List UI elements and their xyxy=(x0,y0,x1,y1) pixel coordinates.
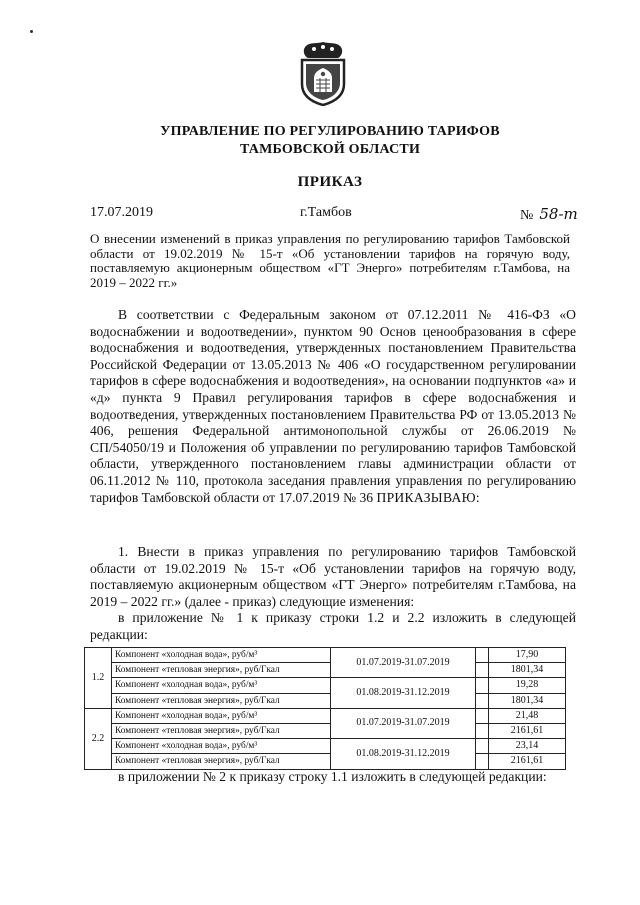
component-cell: Компонент «холодная вода», руб/м³ xyxy=(112,678,331,693)
value-cell: 17,90 xyxy=(489,648,566,663)
value-cell: 23,14 xyxy=(489,739,566,754)
value-cell: 1801,34 xyxy=(489,693,566,708)
order-number-handwritten: 58-т xyxy=(539,205,578,223)
table-row xyxy=(85,678,566,693)
table-row xyxy=(85,663,566,678)
order-city: г.Тамбов xyxy=(300,205,352,220)
order-date: 17.07.2019 xyxy=(90,205,153,220)
table-row xyxy=(85,648,566,663)
period-cell: 01.08.2019-31.12.2019 xyxy=(331,678,476,708)
organization-name-line2: ТАМБОВСКОЙ ОБЛАСТИ xyxy=(239,142,421,157)
item-1a-paragraph: в приложение № 1 к приказу строки 1.2 и 2.2 изложить в следующей редакции: xyxy=(90,610,576,642)
coat-of-arms-emblem xyxy=(294,40,352,106)
value-cell: 19,28 xyxy=(489,678,566,693)
item-1b-paragraph: в приложении № 2 к приказу строку 1.1 изложить в следующей редакции: xyxy=(118,769,547,784)
order-keyword: ПРИКАЗЫВАЮ: xyxy=(376,489,480,505)
document-type-title: ПРИКАЗ xyxy=(297,174,363,190)
preamble-text: В соответствии с Федеральным законом от 07.12.2011 № 416-ФЗ «О водоснабжении и водоотведении», пунктом 90 Основ ценообразования в сфере водоснабжения и водоотведения, утвержденных постановлением Правительства Российской Федерации от 13.05.2013 № 406 «О государственном регулировании тарифов в сфере водоснабжения и водоотведения», на основании подпунктов «а» и «д» пункта 9 Правил регулирования тарифов в сфере водоснабжения и водоотведения, утвержденных постановлением Правительства РФ от 13.05.2013 № 406, решения Федеральной антимонопольной службы от 26.06.2019 № СП/54050/19 и Положения об управлении по регулированию тарифов Тамбовской области, утвержденного постановлением главы администрации области от 06.11.2012 № 110, протокола заседания правления управления по регулированию тарифов Тамбовской области от 17.07.2019 № 36 xyxy=(90,307,576,505)
component-cell: Компонент «тепловая энергия», руб/Гкал xyxy=(112,723,331,738)
component-cell: Компонент «холодная вода», руб/м³ xyxy=(112,739,331,754)
value-cell: 21,48 xyxy=(489,708,566,723)
order-number-prefix: № xyxy=(520,208,534,223)
row-code: 1.2 xyxy=(85,648,112,709)
table-row xyxy=(85,754,566,769)
preamble-paragraph xyxy=(90,307,576,506)
organization-name-line1: УПРАВЛЕНИЕ ПО РЕГУЛИРОВАНИЮ ТАРИФОВ xyxy=(160,124,500,139)
row-code: 2.2 xyxy=(85,708,112,769)
component-cell: Компонент «тепловая энергия», руб/Гкал xyxy=(112,754,331,769)
table-row xyxy=(85,723,566,738)
order-number xyxy=(520,205,578,224)
table-row xyxy=(85,739,566,754)
component-cell: Компонент «тепловая энергия», руб/Гкал xyxy=(112,693,331,708)
scan-speck xyxy=(30,30,33,33)
table-row xyxy=(85,693,566,708)
period-cell: 01.08.2019-31.12.2019 xyxy=(331,739,476,769)
tariff-table xyxy=(84,647,566,770)
component-cell: Компонент «холодная вода», руб/м³ xyxy=(112,708,331,723)
value-cell: 2161,61 xyxy=(489,723,566,738)
value-cell: 1801,34 xyxy=(489,663,566,678)
table-row xyxy=(85,708,566,723)
component-cell: Компонент «тепловая энергия», руб/Гкал xyxy=(112,663,331,678)
period-cell: 01.07.2019-31.07.2019 xyxy=(331,648,476,678)
component-cell: Компонент «холодная вода», руб/м³ xyxy=(112,648,331,663)
order-subject: О внесении изменений в приказ управления по регулированию тарифов Тамбовской области от 19.02.2019 № 15-т «Об установлении тарифов на горячую воду, поставляемую акционерным обществом «ГТ Энерго» потребителям г.Тамбова, на 2019 – 2022 гг.» xyxy=(90,231,570,290)
item-1-paragraph: 1. Внести в приказ управления по регулированию тарифов Тамбовской области от 19.02.2019 № 15-т «Об установлении тарифов на горячую воду, поставляемую акционерным обществом «ГТ Энерго» потребителям г.Тамбова, на 2019 – 2022 гг.» (далее - приказ) следующие изменения: xyxy=(90,544,576,609)
period-cell: 01.07.2019-31.07.2019 xyxy=(331,708,476,738)
value-cell: 2161,61 xyxy=(489,754,566,769)
